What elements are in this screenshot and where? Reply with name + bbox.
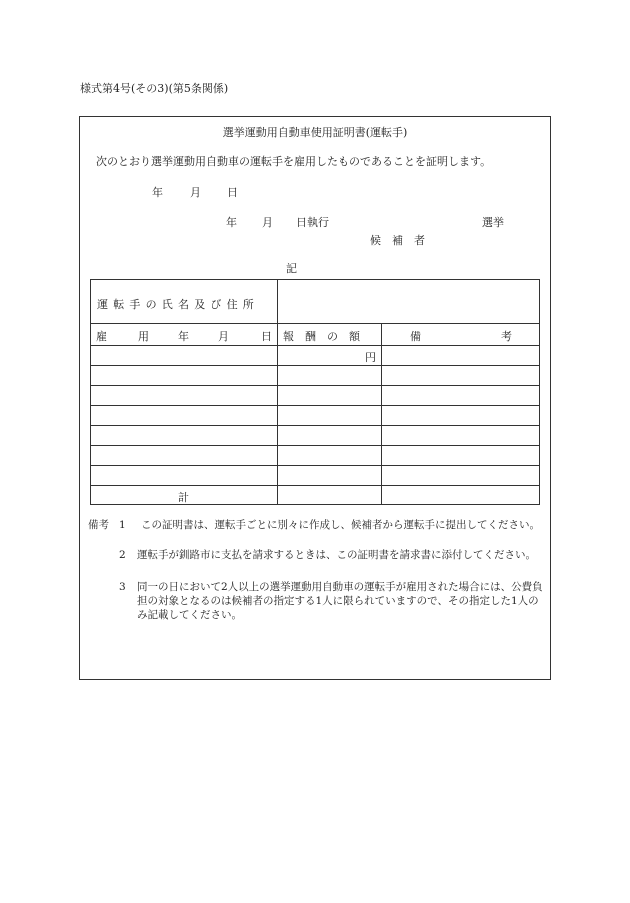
employment-year-label: 年: [178, 330, 189, 343]
employment-day-label: 日: [261, 330, 272, 343]
note-text-2: 運転手が釧路市に支払を請求するときは、この証明書を請求書に添付してください。: [137, 549, 536, 561]
remarks-label-b: 考: [501, 330, 512, 343]
fee-column-label: 報 酬 の 額: [283, 330, 360, 343]
table-col-divider: [381, 323, 382, 505]
note-number: 1: [119, 519, 126, 531]
note-number: 2: [119, 549, 126, 561]
table-border-right: [539, 279, 540, 505]
total-label: 計: [178, 491, 189, 504]
cert-date-year: 年: [152, 186, 163, 199]
table-rule: [90, 465, 540, 466]
table-border-top: [90, 279, 540, 280]
table-col-divider: [277, 279, 278, 505]
note-text: [137, 518, 547, 532]
note-text: [137, 580, 547, 622]
note-text: [137, 548, 547, 562]
notes-heading: 備考: [88, 519, 109, 531]
employment-label-a: 雇: [96, 330, 107, 343]
table-rule: [90, 405, 540, 406]
table-border-left: [90, 279, 91, 505]
table-rule: [90, 323, 540, 324]
candidate-label: 候 補 者: [370, 234, 425, 247]
table-border-bottom: [90, 504, 540, 505]
note-text-1: この証明書は、運転手ごとに別々に作成し、候補者から運転手に提出してください。: [141, 519, 540, 531]
ki-heading: 記: [286, 262, 297, 275]
table-rule: [90, 445, 540, 446]
election-year: 年: [226, 216, 237, 229]
cert-date-day: 日: [227, 186, 238, 199]
table-rule: [90, 345, 540, 346]
note-text-3: 同一の日において2人以上の選挙運動用自動車の運転手が雇用された場合には、公費負担の対象となるのは候補者の指定する1人に限られていますので、その指定した1人のみ記載してください。: [137, 581, 543, 621]
election-day-exec: 日執行: [296, 216, 329, 229]
driver-name-address-label: 運転手の氏名及び住所: [97, 298, 259, 311]
employment-label-b: 用: [138, 330, 149, 343]
intro-text: 次のとおり選挙運動用自動車の運転手を雇用したものであることを証明します。: [96, 155, 492, 168]
table-rule: [90, 485, 540, 486]
form-number-label: 様式第4号(その3)(第5条関係): [80, 82, 229, 95]
yen-unit: 円: [365, 351, 376, 364]
remarks-label-a: 備: [410, 330, 421, 343]
table-rule: [90, 425, 540, 426]
election-month: 月: [262, 216, 273, 229]
employment-month-label: 月: [218, 330, 229, 343]
election-name: 選挙: [482, 216, 504, 229]
document-title: 選挙運動用自動車使用証明書(運転手): [222, 126, 408, 139]
table-rule: [90, 365, 540, 366]
cert-date-month: 月: [190, 186, 201, 199]
table-rule: [90, 385, 540, 386]
note-number: 3: [119, 581, 126, 593]
